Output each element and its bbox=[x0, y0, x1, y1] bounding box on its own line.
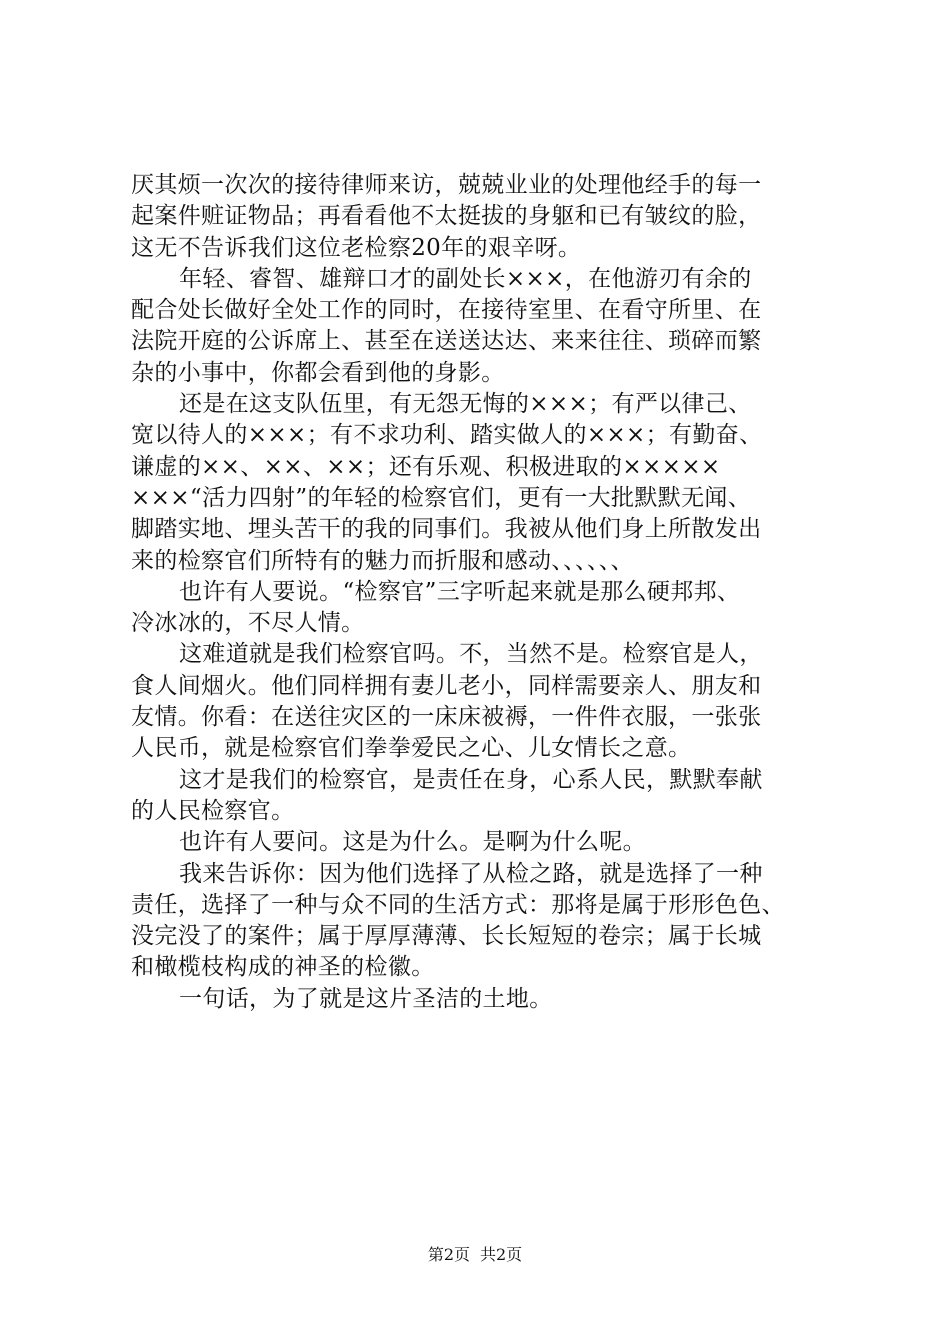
page-footer bbox=[0, 1244, 950, 1266]
text-line: 起案件赃证物品；再看看他不太挺拔的身躯和已有皱纹的脸， bbox=[131, 203, 762, 230]
text-line: 还是在这支队伍里，有无怨无悔的×××；有严以律己、 bbox=[179, 391, 752, 418]
text-line: 食人间烟火。他们同样拥有妻儿老小，同样需要亲人、朋友和 bbox=[131, 672, 762, 699]
text-line: 和橄榄枝构成的神圣的检徽。 bbox=[131, 954, 435, 981]
text-line: 责任，选择了一种与众不同的生活方式：那将是属于形形色色、 bbox=[131, 891, 785, 918]
text-line: ×××“活力四射”的年轻的检察官们，更有一大批默默无闻、 bbox=[131, 484, 752, 511]
text-line: 年轻、睿智、雄辩口才的副处长×××，在他游刃有余的 bbox=[179, 265, 752, 292]
text-line: 我来告诉你：因为他们选择了从检之路，就是选择了一种 bbox=[179, 860, 763, 887]
text-line: 法院开庭的公诉席上、甚至在送送达达、来来往往、琐碎而繁 bbox=[131, 328, 762, 355]
text-line: 这难道就是我们检察官吗。不，当然不是。检察官是人， bbox=[179, 641, 763, 668]
text-line: 友情。你看：在送往灾区的一床床被褥，一件件衣服，一张张 bbox=[131, 704, 762, 731]
document-body bbox=[131, 170, 831, 1015]
text-line: 没完没了的案件；属于厚厚薄薄、长长短短的卷宗；属于长城 bbox=[131, 923, 762, 950]
text-line: 的人民检察官。 bbox=[131, 797, 295, 824]
text-line: 配合处长做好全处工作的同时，在接待室里、在看守所里、在 bbox=[131, 297, 762, 324]
text-line: 这无不告诉我们这位老检察20年的艰辛呀。 bbox=[131, 234, 582, 261]
text-line: 这才是我们的检察官，是责任在身，心系人民，默默奉献 bbox=[179, 766, 763, 793]
text-line: 杂的小事中，你都会看到他的身影。 bbox=[131, 359, 505, 386]
text-line: 厌其烦一次次的接待律师来访，兢兢业业的处理他经手的每一 bbox=[131, 172, 762, 198]
text-line: 脚踏实地、埋头苦干的我的同事们。我被从他们身上所散发出 bbox=[131, 516, 762, 543]
text-line: 一句话，为了就是这片圣洁的土地。 bbox=[179, 985, 553, 1012]
page-total: 共2页 bbox=[480, 1245, 523, 1264]
text-line: 也许有人要问。这是为什么。是啊为什么呢。 bbox=[179, 829, 646, 856]
text-line: 来的检察官们所特有的魅力而折服和感动、、、、、、 bbox=[131, 547, 634, 574]
text-line: 人民币，就是检察官们拳拳爱民之心、儿女情长之意。 bbox=[131, 735, 692, 762]
text-line: 谦虚的××、××、××；还有乐观、积极进取的××××× bbox=[131, 453, 721, 480]
text-line: 宽以待人的×××；有不求功利、踏实做人的×××；有勤奋、 bbox=[131, 422, 763, 449]
text-line: 冷冰冰的，不尽人情。 bbox=[131, 610, 365, 637]
text-line: 也许有人要说。“检察官”三字听起来就是那么硬邦邦、 bbox=[179, 578, 741, 605]
page-number: 第2页 bbox=[427, 1245, 470, 1264]
